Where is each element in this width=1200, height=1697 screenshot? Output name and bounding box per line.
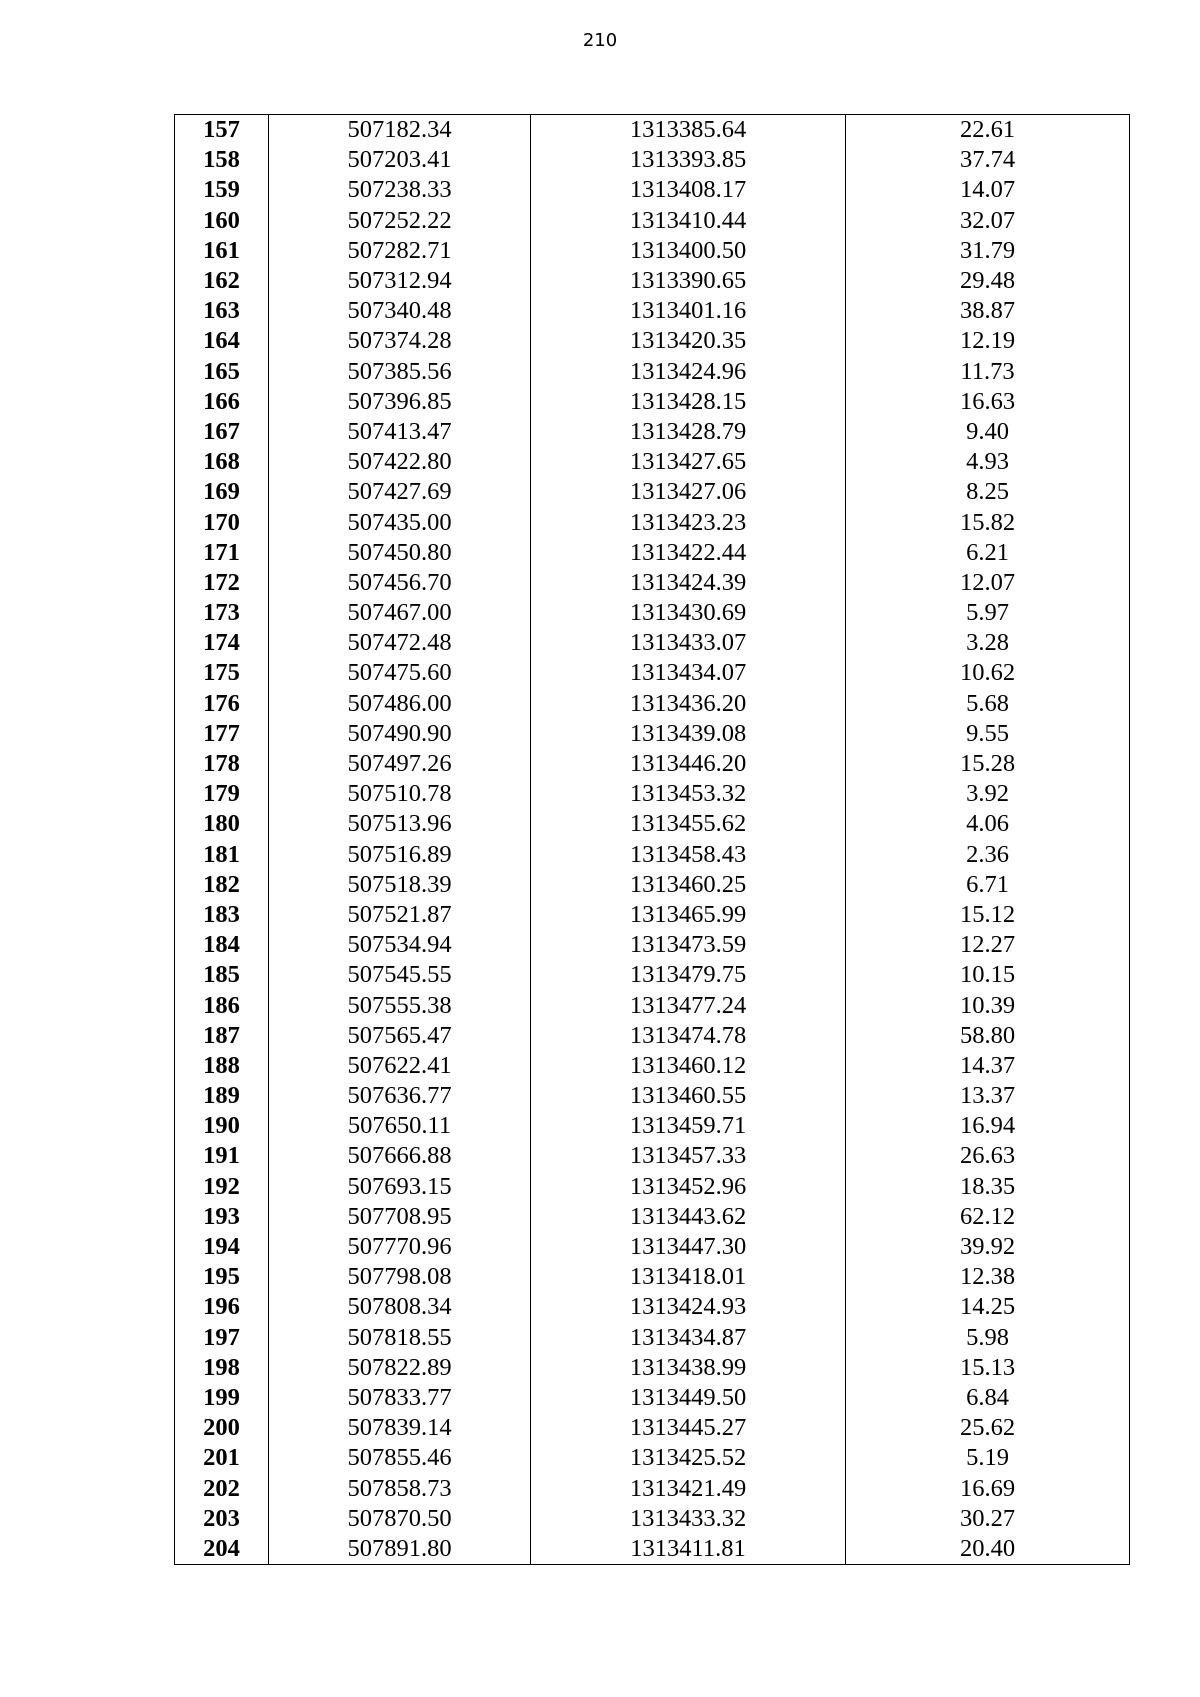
- point-number-cell: 166: [175, 387, 269, 417]
- point-number-cell: 197: [175, 1323, 269, 1353]
- point-number-cell: 198: [175, 1353, 269, 1383]
- x-coordinate-cell: 507413.47: [269, 417, 531, 447]
- x-coordinate-cell: 507456.70: [269, 568, 531, 598]
- distance-cell: 15.13: [846, 1353, 1130, 1383]
- distance-cell: 26.63: [846, 1141, 1130, 1171]
- table-row: [175, 1141, 1130, 1171]
- point-number-cell: 199: [175, 1383, 269, 1413]
- y-coordinate-cell: 1313447.30: [531, 1232, 846, 1262]
- point-number-cell: 158: [175, 145, 269, 175]
- point-number-cell: 194: [175, 1232, 269, 1262]
- x-coordinate-cell: 507770.96: [269, 1232, 531, 1262]
- point-number-cell: 168: [175, 447, 269, 477]
- table-row: [175, 1534, 1130, 1565]
- table-row: [175, 749, 1130, 779]
- table-row: [175, 387, 1130, 417]
- point-number-cell: 202: [175, 1473, 269, 1503]
- y-coordinate-cell: 1313428.79: [531, 417, 846, 447]
- point-number-cell: 182: [175, 870, 269, 900]
- table-row: [175, 417, 1130, 447]
- y-coordinate-cell: 1313452.96: [531, 1172, 846, 1202]
- point-number-cell: 195: [175, 1262, 269, 1292]
- table-row: [175, 357, 1130, 387]
- point-number-cell: 193: [175, 1202, 269, 1232]
- table-row: [175, 1262, 1130, 1292]
- table-row: [175, 538, 1130, 568]
- distance-cell: 30.27: [846, 1504, 1130, 1534]
- table-row: [175, 477, 1130, 507]
- point-number-cell: 177: [175, 719, 269, 749]
- x-coordinate-cell: 507435.00: [269, 507, 531, 537]
- y-coordinate-cell: 1313427.65: [531, 447, 846, 477]
- table-row: [175, 175, 1130, 205]
- x-coordinate-cell: 507870.50: [269, 1504, 531, 1534]
- y-coordinate-cell: 1313438.99: [531, 1353, 846, 1383]
- table-row: [175, 1202, 1130, 1232]
- y-coordinate-cell: 1313433.07: [531, 628, 846, 658]
- y-coordinate-cell: 1313418.01: [531, 1262, 846, 1292]
- x-coordinate-cell: 507427.69: [269, 477, 531, 507]
- point-number-cell: 185: [175, 960, 269, 990]
- table-row: [175, 930, 1130, 960]
- table-row: [175, 809, 1130, 839]
- x-coordinate-cell: 507622.41: [269, 1051, 531, 1081]
- y-coordinate-cell: 1313423.23: [531, 507, 846, 537]
- table-row: [175, 1413, 1130, 1443]
- distance-cell: 9.40: [846, 417, 1130, 447]
- point-number-cell: 188: [175, 1051, 269, 1081]
- point-number-cell: 172: [175, 568, 269, 598]
- table-row: [175, 1021, 1130, 1051]
- point-number-cell: 164: [175, 326, 269, 356]
- distance-cell: 5.98: [846, 1323, 1130, 1353]
- distance-cell: 4.06: [846, 809, 1130, 839]
- x-coordinate-cell: 507818.55: [269, 1323, 531, 1353]
- distance-cell: 5.68: [846, 689, 1130, 719]
- y-coordinate-cell: 1313411.81: [531, 1534, 846, 1565]
- table-row: [175, 689, 1130, 719]
- point-number-cell: 157: [175, 115, 269, 146]
- table-row: [175, 1172, 1130, 1202]
- table-row: [175, 658, 1130, 688]
- point-number-cell: 163: [175, 296, 269, 326]
- y-coordinate-cell: 1313459.71: [531, 1111, 846, 1141]
- table-row: [175, 628, 1130, 658]
- distance-cell: 14.07: [846, 175, 1130, 205]
- y-coordinate-cell: 1313446.20: [531, 749, 846, 779]
- x-coordinate-cell: 507708.95: [269, 1202, 531, 1232]
- point-number-cell: 190: [175, 1111, 269, 1141]
- point-number-cell: 178: [175, 749, 269, 779]
- table-row: [175, 145, 1130, 175]
- y-coordinate-cell: 1313479.75: [531, 960, 846, 990]
- coordinates-table: [174, 114, 1130, 1565]
- point-number-cell: 159: [175, 175, 269, 205]
- point-number-cell: 171: [175, 538, 269, 568]
- y-coordinate-cell: 1313457.33: [531, 1141, 846, 1171]
- table-row: [175, 1111, 1130, 1141]
- point-number-cell: 196: [175, 1292, 269, 1322]
- table-row: [175, 326, 1130, 356]
- x-coordinate-cell: 507516.89: [269, 840, 531, 870]
- y-coordinate-cell: 1313424.93: [531, 1292, 846, 1322]
- y-coordinate-cell: 1313424.96: [531, 357, 846, 387]
- point-number-cell: 160: [175, 206, 269, 236]
- distance-cell: 29.48: [846, 266, 1130, 296]
- x-coordinate-cell: 507374.28: [269, 326, 531, 356]
- table-row: [175, 719, 1130, 749]
- distance-cell: 8.25: [846, 477, 1130, 507]
- x-coordinate-cell: 507565.47: [269, 1021, 531, 1051]
- y-coordinate-cell: 1313385.64: [531, 115, 846, 146]
- point-number-cell: 203: [175, 1504, 269, 1534]
- point-number-cell: 192: [175, 1172, 269, 1202]
- distance-cell: 16.94: [846, 1111, 1130, 1141]
- table-row: [175, 1504, 1130, 1534]
- y-coordinate-cell: 1313430.69: [531, 598, 846, 628]
- point-number-cell: 183: [175, 900, 269, 930]
- distance-cell: 38.87: [846, 296, 1130, 326]
- x-coordinate-cell: 507340.48: [269, 296, 531, 326]
- point-number-cell: 184: [175, 930, 269, 960]
- y-coordinate-cell: 1313473.59: [531, 930, 846, 960]
- distance-cell: 58.80: [846, 1021, 1130, 1051]
- distance-cell: 6.84: [846, 1383, 1130, 1413]
- x-coordinate-cell: 507636.77: [269, 1081, 531, 1111]
- table-row: [175, 960, 1130, 990]
- x-coordinate-cell: 507808.34: [269, 1292, 531, 1322]
- distance-cell: 5.97: [846, 598, 1130, 628]
- distance-cell: 22.61: [846, 115, 1130, 146]
- distance-cell: 15.82: [846, 507, 1130, 537]
- y-coordinate-cell: 1313443.62: [531, 1202, 846, 1232]
- table-row: [175, 870, 1130, 900]
- y-coordinate-cell: 1313474.78: [531, 1021, 846, 1051]
- distance-cell: 2.36: [846, 840, 1130, 870]
- x-coordinate-cell: 507555.38: [269, 990, 531, 1020]
- x-coordinate-cell: 507472.48: [269, 628, 531, 658]
- table-row: [175, 568, 1130, 598]
- y-coordinate-cell: 1313436.20: [531, 689, 846, 719]
- table-row: [175, 115, 1130, 146]
- x-coordinate-cell: 507545.55: [269, 960, 531, 990]
- y-coordinate-cell: 1313401.16: [531, 296, 846, 326]
- y-coordinate-cell: 1313393.85: [531, 145, 846, 175]
- distance-cell: 32.07: [846, 206, 1130, 236]
- x-coordinate-cell: 507450.80: [269, 538, 531, 568]
- table-row: [175, 447, 1130, 477]
- distance-cell: 5.19: [846, 1443, 1130, 1473]
- y-coordinate-cell: 1313458.43: [531, 840, 846, 870]
- y-coordinate-cell: 1313460.55: [531, 1081, 846, 1111]
- distance-cell: 16.63: [846, 387, 1130, 417]
- y-coordinate-cell: 1313433.32: [531, 1504, 846, 1534]
- y-coordinate-cell: 1313453.32: [531, 779, 846, 809]
- x-coordinate-cell: 507182.34: [269, 115, 531, 146]
- table-row: [175, 1443, 1130, 1473]
- point-number-cell: 204: [175, 1534, 269, 1565]
- point-number-cell: 174: [175, 628, 269, 658]
- distance-cell: 12.38: [846, 1262, 1130, 1292]
- y-coordinate-cell: 1313465.99: [531, 900, 846, 930]
- distance-cell: 25.62: [846, 1413, 1130, 1443]
- distance-cell: 3.92: [846, 779, 1130, 809]
- table-row: [175, 779, 1130, 809]
- y-coordinate-cell: 1313421.49: [531, 1473, 846, 1503]
- x-coordinate-cell: 507422.80: [269, 447, 531, 477]
- point-number-cell: 179: [175, 779, 269, 809]
- y-coordinate-cell: 1313460.12: [531, 1051, 846, 1081]
- table-row: [175, 1232, 1130, 1262]
- y-coordinate-cell: 1313445.27: [531, 1413, 846, 1443]
- x-coordinate-cell: 507858.73: [269, 1473, 531, 1503]
- table-row: [175, 236, 1130, 266]
- x-coordinate-cell: 507798.08: [269, 1262, 531, 1292]
- table-row: [175, 900, 1130, 930]
- x-coordinate-cell: 507666.88: [269, 1141, 531, 1171]
- distance-cell: 16.69: [846, 1473, 1130, 1503]
- y-coordinate-cell: 1313428.15: [531, 387, 846, 417]
- y-coordinate-cell: 1313408.17: [531, 175, 846, 205]
- distance-cell: 37.74: [846, 145, 1130, 175]
- y-coordinate-cell: 1313427.06: [531, 477, 846, 507]
- y-coordinate-cell: 1313420.35: [531, 326, 846, 356]
- x-coordinate-cell: 507693.15: [269, 1172, 531, 1202]
- distance-cell: 11.73: [846, 357, 1130, 387]
- table-row: [175, 1292, 1130, 1322]
- distance-cell: 10.39: [846, 990, 1130, 1020]
- point-number-cell: 173: [175, 598, 269, 628]
- y-coordinate-cell: 1313422.44: [531, 538, 846, 568]
- table-row: [175, 1383, 1130, 1413]
- distance-cell: 62.12: [846, 1202, 1130, 1232]
- distance-cell: 15.12: [846, 900, 1130, 930]
- point-number-cell: 169: [175, 477, 269, 507]
- table-row: [175, 840, 1130, 870]
- y-coordinate-cell: 1313410.44: [531, 206, 846, 236]
- distance-cell: 9.55: [846, 719, 1130, 749]
- distance-cell: 31.79: [846, 236, 1130, 266]
- x-coordinate-cell: 507650.11: [269, 1111, 531, 1141]
- table-row: [175, 296, 1130, 326]
- distance-cell: 3.28: [846, 628, 1130, 658]
- distance-cell: 18.35: [846, 1172, 1130, 1202]
- y-coordinate-cell: 1313460.25: [531, 870, 846, 900]
- point-number-cell: 186: [175, 990, 269, 1020]
- x-coordinate-cell: 507497.26: [269, 749, 531, 779]
- x-coordinate-cell: 507833.77: [269, 1383, 531, 1413]
- x-coordinate-cell: 507521.87: [269, 900, 531, 930]
- distance-cell: 15.28: [846, 749, 1130, 779]
- point-number-cell: 187: [175, 1021, 269, 1051]
- point-number-cell: 162: [175, 266, 269, 296]
- page-number: 210: [582, 30, 618, 51]
- y-coordinate-cell: 1313455.62: [531, 809, 846, 839]
- coordinates-table-body: [175, 115, 1130, 1565]
- y-coordinate-cell: 1313434.07: [531, 658, 846, 688]
- y-coordinate-cell: 1313434.87: [531, 1323, 846, 1353]
- distance-cell: 39.92: [846, 1232, 1130, 1262]
- distance-cell: 14.37: [846, 1051, 1130, 1081]
- point-number-cell: 181: [175, 840, 269, 870]
- table-row: [175, 206, 1130, 236]
- x-coordinate-cell: 507486.00: [269, 689, 531, 719]
- distance-cell: 20.40: [846, 1534, 1130, 1565]
- y-coordinate-cell: 1313425.52: [531, 1443, 846, 1473]
- y-coordinate-cell: 1313390.65: [531, 266, 846, 296]
- table-row: [175, 990, 1130, 1020]
- point-number-cell: 170: [175, 507, 269, 537]
- x-coordinate-cell: 507475.60: [269, 658, 531, 688]
- point-number-cell: 161: [175, 236, 269, 266]
- table-row: [175, 598, 1130, 628]
- x-coordinate-cell: 507396.85: [269, 387, 531, 417]
- distance-cell: 10.15: [846, 960, 1130, 990]
- table-row: [175, 507, 1130, 537]
- point-number-cell: 200: [175, 1413, 269, 1443]
- y-coordinate-cell: 1313477.24: [531, 990, 846, 1020]
- x-coordinate-cell: 507467.00: [269, 598, 531, 628]
- x-coordinate-cell: 507534.94: [269, 930, 531, 960]
- x-coordinate-cell: 507203.41: [269, 145, 531, 175]
- table-row: [175, 1323, 1130, 1353]
- distance-cell: 6.21: [846, 538, 1130, 568]
- table-row: [175, 1473, 1130, 1503]
- distance-cell: 13.37: [846, 1081, 1130, 1111]
- point-number-cell: 189: [175, 1081, 269, 1111]
- x-coordinate-cell: 507238.33: [269, 175, 531, 205]
- x-coordinate-cell: 507385.56: [269, 357, 531, 387]
- table-row: [175, 1081, 1130, 1111]
- distance-cell: 12.27: [846, 930, 1130, 960]
- x-coordinate-cell: 507822.89: [269, 1353, 531, 1383]
- x-coordinate-cell: 507891.80: [269, 1534, 531, 1565]
- y-coordinate-cell: 1313400.50: [531, 236, 846, 266]
- x-coordinate-cell: 507855.46: [269, 1443, 531, 1473]
- distance-cell: 12.07: [846, 568, 1130, 598]
- point-number-cell: 165: [175, 357, 269, 387]
- distance-cell: 4.93: [846, 447, 1130, 477]
- x-coordinate-cell: 507282.71: [269, 236, 531, 266]
- distance-cell: 10.62: [846, 658, 1130, 688]
- table-row: [175, 1051, 1130, 1081]
- x-coordinate-cell: 507839.14: [269, 1413, 531, 1443]
- point-number-cell: 180: [175, 809, 269, 839]
- point-number-cell: 191: [175, 1141, 269, 1171]
- distance-cell: 14.25: [846, 1292, 1130, 1322]
- x-coordinate-cell: 507252.22: [269, 206, 531, 236]
- table-row: [175, 266, 1130, 296]
- x-coordinate-cell: 507490.90: [269, 719, 531, 749]
- point-number-cell: 167: [175, 417, 269, 447]
- point-number-cell: 175: [175, 658, 269, 688]
- table-row: [175, 1353, 1130, 1383]
- y-coordinate-cell: 1313439.08: [531, 719, 846, 749]
- x-coordinate-cell: 507518.39: [269, 870, 531, 900]
- x-coordinate-cell: 507510.78: [269, 779, 531, 809]
- x-coordinate-cell: 507513.96: [269, 809, 531, 839]
- x-coordinate-cell: 507312.94: [269, 266, 531, 296]
- point-number-cell: 201: [175, 1443, 269, 1473]
- distance-cell: 12.19: [846, 326, 1130, 356]
- y-coordinate-cell: 1313424.39: [531, 568, 846, 598]
- point-number-cell: 176: [175, 689, 269, 719]
- y-coordinate-cell: 1313449.50: [531, 1383, 846, 1413]
- distance-cell: 6.71: [846, 870, 1130, 900]
